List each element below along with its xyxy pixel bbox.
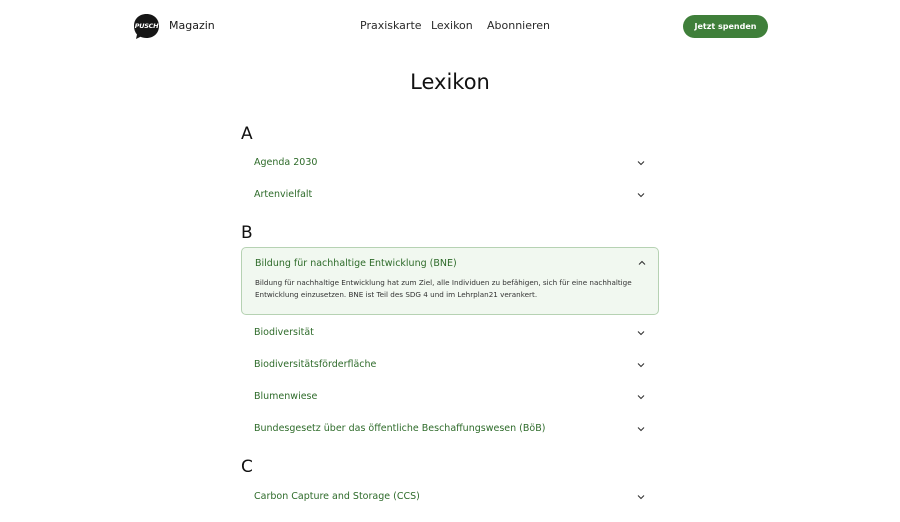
chevron-down-icon[interactable] xyxy=(636,492,646,502)
chevron-down-icon[interactable] xyxy=(636,328,646,338)
item-label: Bildung für nachhaltige Entwicklung (BNE) xyxy=(255,258,457,269)
item-label: Biodiversitätsförderfläche xyxy=(254,359,377,370)
item-label: Biodiversität xyxy=(254,327,314,338)
lexikon-item[interactable] xyxy=(241,413,659,445)
item-label: Agenda 2030 xyxy=(254,157,318,168)
section-letter-a: A xyxy=(241,124,253,144)
nav-praxiskarte[interactable]: Praxiskarte xyxy=(360,19,422,32)
site-header xyxy=(0,0,900,54)
lexikon-item[interactable] xyxy=(241,349,659,381)
chevron-down-icon[interactable] xyxy=(636,392,646,402)
chevron-down-icon[interactable] xyxy=(636,158,646,168)
page-title: Lexikon xyxy=(410,70,490,94)
site-name[interactable]: Magazin xyxy=(169,19,215,32)
chevron-down-icon[interactable] xyxy=(636,424,646,434)
lexikon-item[interactable] xyxy=(241,481,659,513)
item-label: Bundesgesetz über das öffentliche Beschaffungswesen (BöB) xyxy=(254,423,546,434)
lexikon-item-expanded[interactable] xyxy=(241,247,659,315)
item-label: Blumenwiese xyxy=(254,391,318,402)
section-letter-b: B xyxy=(241,223,253,243)
item-label: Artenvielfalt xyxy=(254,189,313,200)
logo-text: PUSCH xyxy=(134,22,159,30)
item-description: Bildung für nachhaltige Entwicklung hat zum Ziel, alle Individuen zu befähigen, sich für eine nachhaltige Entwicklung einzusetzen. BNE ist Teil des SDG 4 und im Lehrplan21 verankert. xyxy=(255,278,632,299)
nav-abonnieren[interactable]: Abonnieren xyxy=(487,19,551,32)
chevron-up-icon[interactable] xyxy=(637,258,647,268)
lexikon-item[interactable] xyxy=(241,317,659,349)
lexikon-item[interactable] xyxy=(241,147,659,179)
donate-button[interactable]: Jetzt spenden xyxy=(683,15,768,38)
lexikon-item[interactable] xyxy=(241,381,659,413)
chevron-down-icon[interactable] xyxy=(636,360,646,370)
section-letter-c: C xyxy=(241,457,253,477)
lexikon-item[interactable] xyxy=(241,179,659,211)
chevron-down-icon[interactable] xyxy=(636,190,646,200)
item-label: Carbon Capture and Storage (CCS) xyxy=(254,491,420,502)
nav-lexikon[interactable]: Lexikon xyxy=(431,19,473,32)
